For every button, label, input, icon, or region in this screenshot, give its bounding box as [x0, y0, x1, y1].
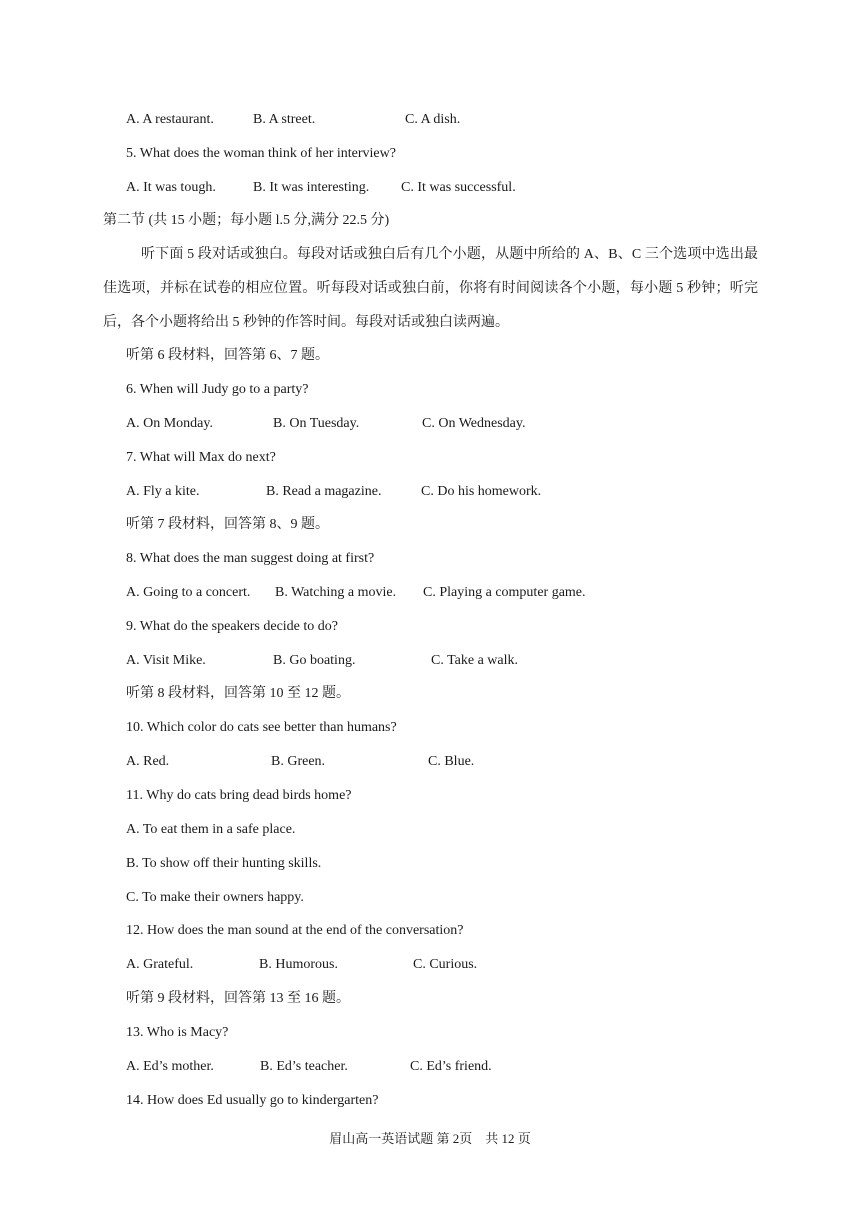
q10-option-b: B. Green. [271, 754, 326, 769]
q9-option-a: A. Visit Mike. [126, 653, 206, 668]
q12-option-c: C. Curious. [413, 957, 478, 972]
q12-option-b: B. Humorous. [259, 957, 338, 972]
q7-option-b: B. Read a magazine. [266, 484, 382, 499]
q9-option-b: B. Go boating. [273, 653, 356, 668]
q10-option-c: C. Blue. [428, 754, 475, 769]
q11-option-b: B. To show off their hunting skills. [126, 856, 322, 871]
q6-option-c: C. On Wednesday. [422, 416, 526, 431]
q11-question: 11. Why do cats bring dead birds home? [126, 788, 352, 803]
q13-option-c: C. Ed’s friend. [410, 1059, 492, 1074]
material-7-header: 听第 7 段材料，回答第 8、9 题。 [126, 517, 329, 532]
q6-option-b: B. On Tuesday. [273, 416, 360, 431]
q6-option-a: A. On Monday. [126, 416, 213, 431]
q5-question: 5. What does the woman think of her interview? [126, 146, 396, 161]
q7-option-a: A. Fly a kite. [126, 484, 200, 499]
q11-option-c: C. To make their owners happy. [126, 890, 304, 905]
q7-option-c: C. Do his homework. [421, 484, 542, 499]
material-9-header: 听第 9 段材料，回答第 13 至 16 题。 [126, 991, 350, 1006]
q5-option-c: C. It was successful. [401, 180, 516, 195]
q13-option-a: A. Ed’s mother. [126, 1059, 214, 1074]
material-8-header: 听第 8 段材料，回答第 10 至 12 题。 [126, 686, 350, 701]
page-footer: 眉山高一英语试题 第 2页 共 12 页 [329, 1131, 531, 1146]
q7-question: 7. What will Max do next? [126, 450, 276, 465]
section-heading: 第二节 (共 15 小题；每小题 l.5 分,满分 22.5 分) [103, 213, 390, 228]
q6-question: 6. When will Judy go to a party? [126, 382, 309, 397]
q5-option-a: A. It was tough. [126, 180, 216, 195]
q4-option-b: B. A street. [253, 112, 316, 127]
q13-question: 13. Who is Macy? [126, 1025, 229, 1040]
q14-question: 14. How does Ed usually go to kindergarten? [126, 1093, 379, 1108]
q10-option-a: A. Red. [126, 754, 170, 769]
q8-question: 8. What does the man suggest doing at first? [126, 551, 375, 566]
q10-question: 10. Which color do cats see better than humans? [126, 720, 397, 735]
q5-option-b: B. It was interesting. [253, 180, 370, 195]
material-6-header: 听第 6 段材料，回答第 6、7 题。 [126, 348, 329, 363]
section-instructions: 听下面 5 段对话或独白。每段对话或独白后有几个小题，从题中所给的 A、B、C 三个选项中选出最佳选项，并标在试卷的相应位置。听每段对话或独白前，你将有时间阅读各个小题，每小题 5 秒钟；听完后，各个小题将给出 5 秒钟的作答时间。每段对话或独白读两遍。 [103, 247, 758, 330]
q4-option-a: A. A restaurant. [126, 112, 214, 127]
q9-question: 9. What do the speakers decide to do? [126, 619, 339, 634]
q9-option-c: C. Take a walk. [431, 653, 519, 668]
q11-option-a: A. To eat them in a safe place. [126, 822, 296, 837]
q4-option-c: C. A dish. [405, 112, 461, 127]
q8-option-b: B. Watching a movie. [275, 585, 397, 600]
q13-option-b: B. Ed’s teacher. [260, 1059, 348, 1074]
q8-option-a: A. Going to a concert. [126, 585, 251, 600]
q12-option-a: A. Grateful. [126, 957, 194, 972]
q12-question: 12. How does the man sound at the end of the conversation? [126, 923, 464, 938]
q8-option-c: C. Playing a computer game. [423, 585, 586, 600]
